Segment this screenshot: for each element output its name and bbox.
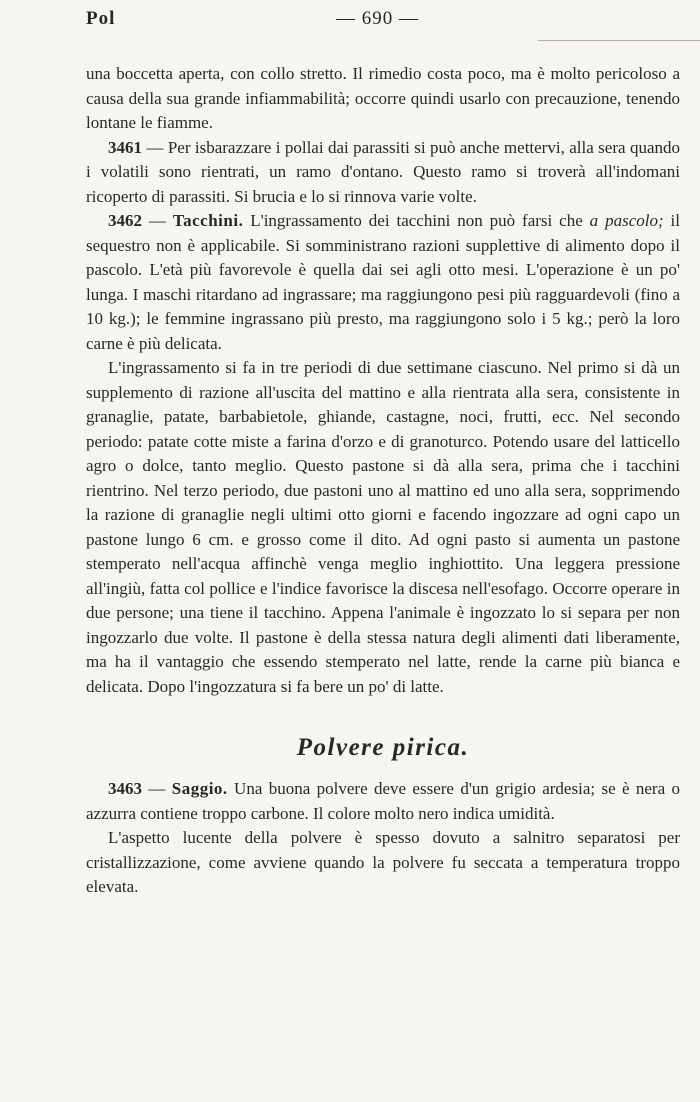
entry-dash: — [142, 211, 173, 230]
paragraph-3463 [86, 777, 680, 826]
paragraph-3461 [86, 136, 680, 210]
entry-keyword: Tacchini. [172, 211, 244, 230]
page-number: — 690 — [336, 8, 419, 29]
page-body [86, 62, 680, 900]
header-rule [538, 40, 700, 41]
page-header [86, 8, 680, 34]
entry-text: Una buona polvere deve essere d'un grigio ardesia; se è nera o azzurra contiene troppo carbone. Il colore molto nero indica umidità. [86, 779, 681, 823]
entry-keyword: Saggio. [171, 779, 228, 798]
entry-text: L'ingrassamento dei tacchini non può farsi che [243, 211, 590, 230]
entry-text: — Per isbarazzare i pollai dai parassiti si può anche mettervi, alla sera quando i volatili sono rientrati, un ramo d'ontano. Questo ramo si troverà all'indomani ricoperto di parassiti. Si brucia e lo si rinnova varie volte. [86, 137, 680, 206]
entry-number: 3463 [108, 779, 142, 798]
paragraph-3462 [86, 209, 680, 356]
paragraph-intro: una boccetta aperta, con collo stretto. Il rimedio costa poco, ma è molto pericoloso a causa della sua grande infiammabilità; occorre quindi usarlo con precauzione, tenendo lontane le fiamme. [86, 64, 680, 132]
paragraph-aspetto: L'aspetto lucente della polvere è spesso dovuto a salnitro separatosi per cristallizzazione, come avviene quando la polvere fu seccata a temperatura troppo elevata. [86, 828, 680, 896]
entry-number: 3462 [108, 211, 142, 230]
section-title: Polvere pirica. [296, 734, 470, 761]
entry-dash: — [142, 779, 172, 798]
entry-text: il sequestro non è applicabile. Si somministrano razioni supplettive di alimento dopo il pascolo. L'età più favorevole è quella dai sei agli otto mesi. L'operazione è un po' lunga. I maschi ritardano ad ingrassare; ma raggiungono pesi più ragguardevoli (fino a 10 kg.); le femmine ingrassano più presto, ma raggiungono solo i 5 kg.; però la loro carne è più delicata. [86, 211, 681, 353]
paragraph-ingrassamento: L'ingrassamento si fa in tre periodi di due settimane ciascuno. Nel primo si dà un supplemento di razione all'uscita del mattino e alla rientrata alla sera, consistente in granaglie, patate, barbabietole, ghiande, castagne, noci, frutti, ecc. Nel secondo periodo: patate cotte miste a farina d'orzo e di granoturco. Potendo usare del latticello agro o dolce, tanto meglio. Questo pastone si dà alla sera, prima che i tacchini rientrino. Nel terzo periodo, due pastoni uno al mattino ed uno alla sera, sopprimendo la razione di granaglie negli ultimi otto giorni e facendo ingozzare ad ogni capo un pastone lungo 6 cm. e grosso come il dito. Ad ogni pasto si aumenta un pastone stemperato nell'acqua affinchè venga meglio inghiottito. Una leggera pressione all'ingiù, fatta col pollice e l'indice favorisce la discesa nell'esofago. Occorre operare in due persone; una tiene il tacchino. Appena l'animale è ingozzato lo si separa per non ingozzarlo due volte. Il pastone è della stessa natura degli alimenti dati liberamente, ma ha il vantaggio che essendo stemperato nel latte, rende la carne più bianca e delicata. Dopo l'ingozzatura si fa bere un po' di latte. [86, 358, 680, 696]
entry-italic: a pascolo; [589, 211, 664, 230]
entry-number: 3461 [108, 137, 142, 157]
running-head: Pol [86, 8, 116, 29]
